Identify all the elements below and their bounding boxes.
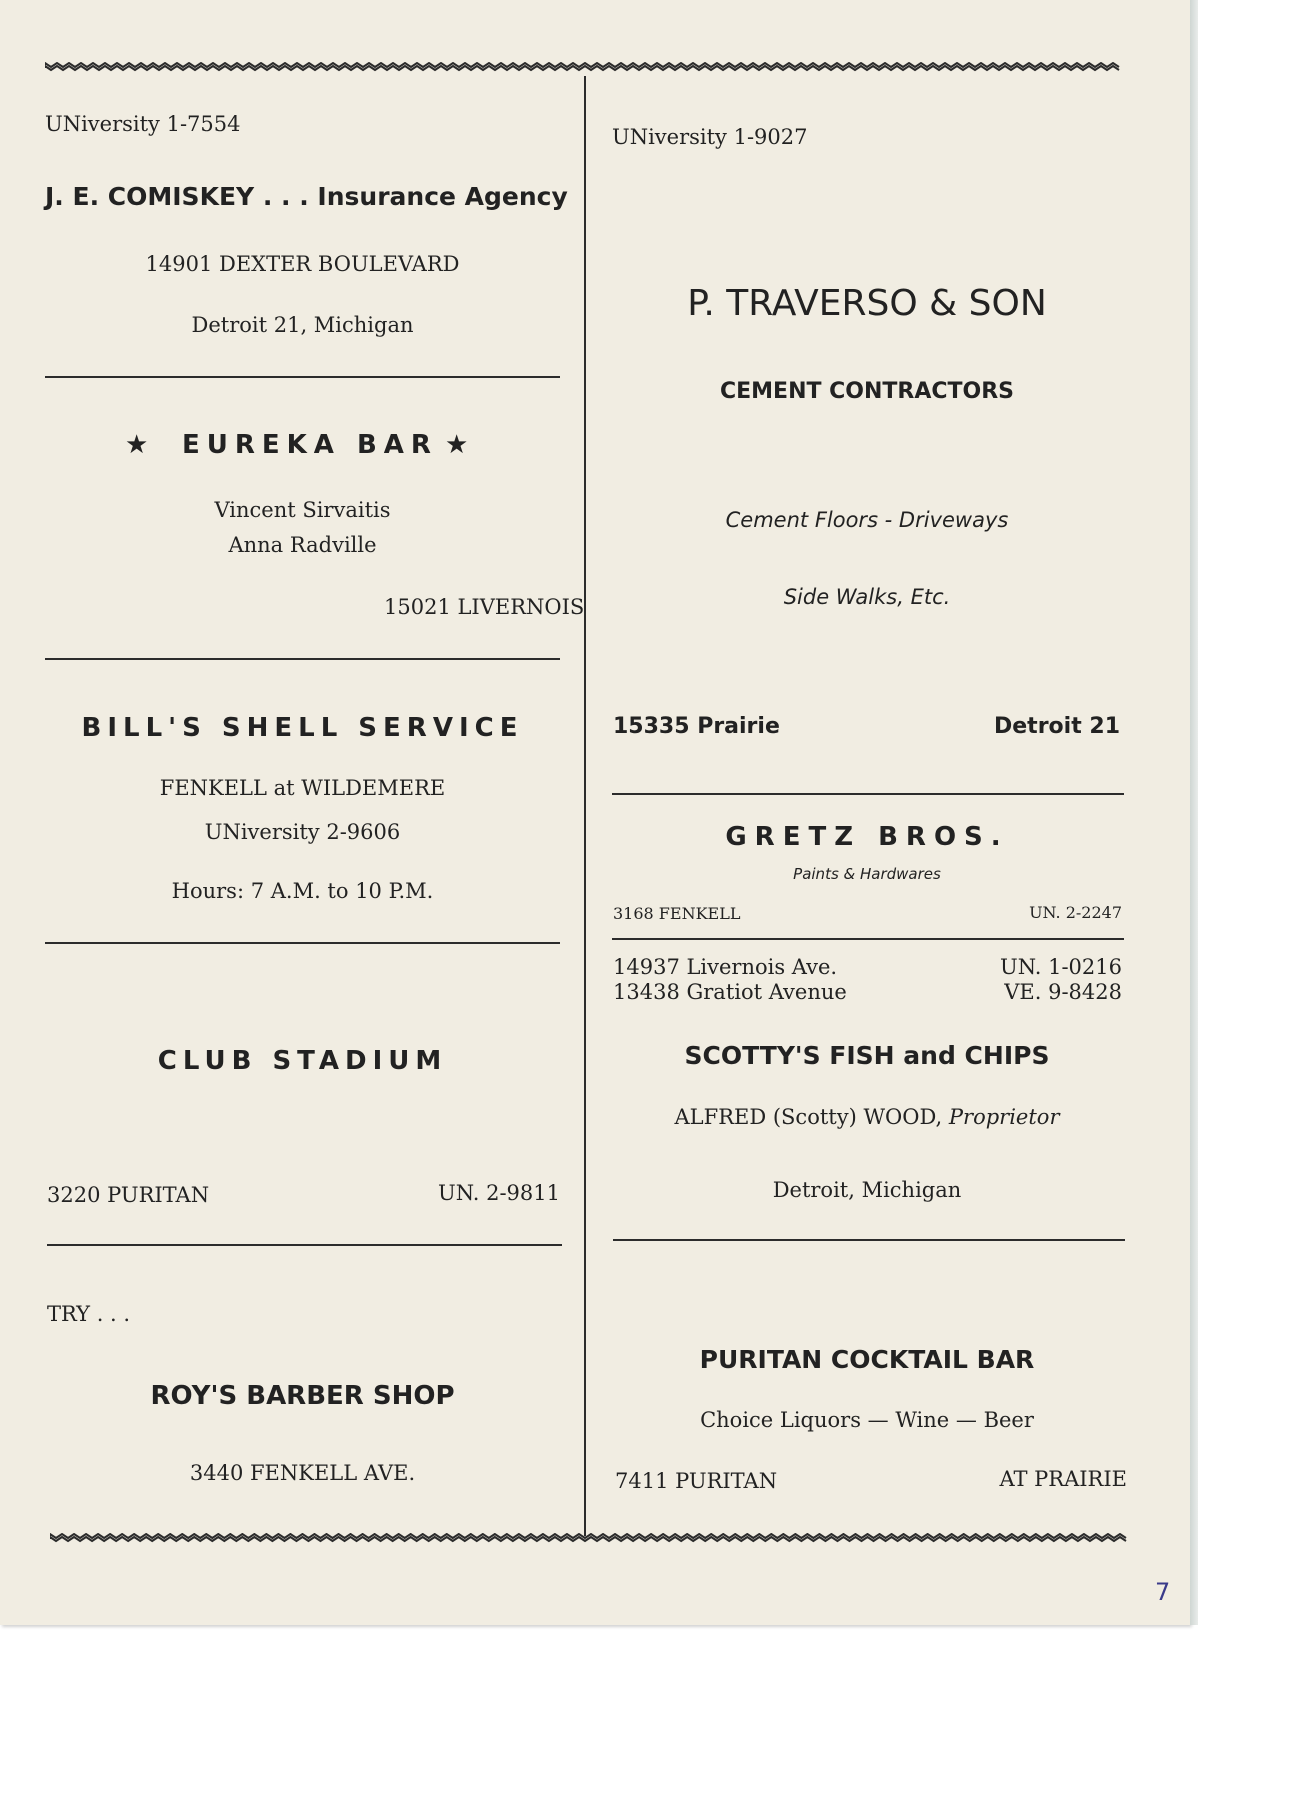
scotty-owner-line [612,1105,1122,1129]
comiskey-address: 14901 DEXTER BOULEVARD [145,252,460,276]
bills-hours: Hours: 7 A.M. to 10 P.M. [171,879,434,903]
eureka-person-2: Anna Radville [228,533,377,557]
scotty-phone-1: UN. 1-0216 [1000,955,1122,979]
traverso-subtitle: CEMENT CONTRACTORS [719,379,1015,404]
scotty-phone-2: VE. 9-8428 [1004,980,1122,1004]
divider-left-1 [45,376,560,378]
scotty-address-1: 14937 Livernois Ave. [613,955,838,979]
puritan-name: PURITAN COCKTAIL BAR [699,1345,1035,1374]
gretz-phone: UN. 2-2247 [1029,903,1122,922]
page-edge [1190,0,1198,1625]
puritan-location: AT PRAIRIE [999,1467,1127,1491]
divider-left-2 [45,658,560,660]
wavy-border-bottom [50,1533,1130,1543]
comiskey-city: Detroit 21, Michigan [191,313,414,337]
club-address: 3220 PURITAN [47,1183,210,1207]
scotty-owner-title: Proprietor [948,1105,1060,1129]
bills-name: BILL'S SHELL SERVICE [81,713,524,743]
gretz-address: 3168 FENKELL [613,904,741,923]
comiskey-name: J. E. COMISKEY . . . Insurance Agency [45,182,568,211]
wavy-border-top [45,62,1123,72]
puritan-tagline: Choice Liquors — Wine — Beer [700,1408,1034,1432]
roys-name: ROY'S BARBER SHOP [150,1381,455,1411]
gretz-subtitle: Paints & Hardwares [793,865,941,883]
divider-right-2 [612,938,1124,940]
traverso-service-2: Side Walks, Etc. [783,585,951,609]
club-phone: UN. 2-9811 [438,1181,560,1205]
scotty-owner: ALFRED (Scotty) WOOD, [674,1105,943,1129]
puritan-address: 7411 PURITAN [615,1469,778,1493]
bills-phone: UNiversity 2-9606 [204,820,401,844]
traverso-name: P. TRAVERSO & SON [687,283,1047,324]
column-divider [584,76,586,1536]
scotty-address-2: 13438 Gratiot Avenue [613,980,847,1004]
comiskey-phone: UNiversity 1-7554 [45,112,241,136]
divider-right-3 [613,1239,1125,1241]
scotty-city: Detroit, Michigan [772,1178,962,1202]
roys-address: 3440 FENKELL AVE. [189,1461,416,1485]
gretz-name: GRETZ BROS. [725,822,1009,852]
traverso-city: Detroit 21 [994,714,1120,739]
traverso-phone: UNiversity 1-9027 [612,125,808,149]
traverso-address: 15335 Prairie [613,714,780,739]
roys-try: TRY . . . [47,1302,131,1326]
page-number: 7 [1155,1578,1171,1606]
eureka-address: 15021 LIVERNOIS [384,595,585,619]
scotty-name: SCOTTY'S FISH and CHIPS [684,1041,1050,1070]
bills-location: FENKELL at WILDEMERE [159,776,446,800]
club-name: CLUB STADIUM [157,1046,448,1076]
eureka-person-1: Vincent Sirvaitis [214,498,391,522]
star-right-icon: ★ [445,430,469,460]
divider-left-3 [45,942,560,944]
star-left-icon: ★ [125,430,149,460]
divider-left-4 [47,1244,562,1246]
eureka-name: EUREKA BAR [182,430,438,460]
divider-right-1 [612,793,1124,795]
traverso-service-1: Cement Floors - Driveways [725,508,1009,532]
